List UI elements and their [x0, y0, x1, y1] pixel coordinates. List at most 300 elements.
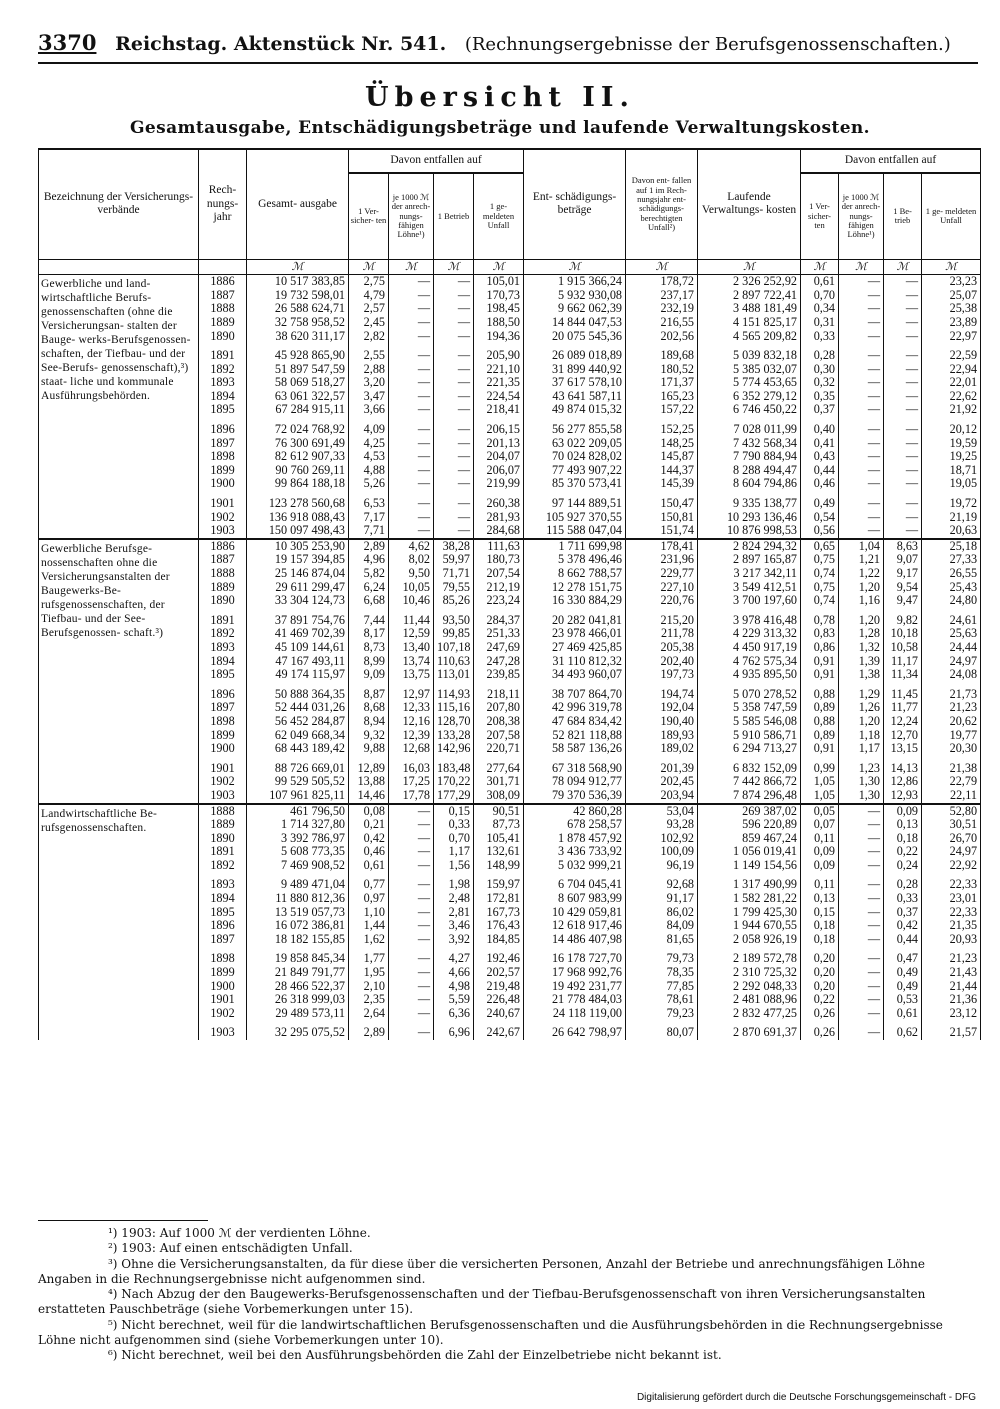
year-cell: 1896 — [199, 417, 247, 437]
value-cell: 14 486 407,98 — [524, 933, 626, 947]
value-cell: 1 878 457,92 — [524, 832, 626, 846]
value-cell: 150,47 — [626, 491, 698, 511]
value-cell: — — [839, 417, 884, 437]
value-cell: 0,62 — [884, 1020, 922, 1040]
value-cell: 251,33 — [474, 627, 524, 641]
value-cell: 25,18 — [922, 539, 981, 554]
value-cell: 33 304 124,73 — [247, 594, 349, 608]
unit-cell: ℳ — [626, 259, 698, 275]
value-cell: 25,38 — [922, 302, 981, 316]
col-verwaltung: Laufende Verwaltungs- kosten — [698, 149, 801, 259]
value-cell: 9,88 — [349, 742, 389, 756]
value-cell: — — [884, 491, 922, 511]
value-cell: 2,75 — [349, 275, 389, 289]
value-cell: — — [839, 859, 884, 873]
value-cell: 176,43 — [474, 919, 524, 933]
value-cell: — — [434, 437, 474, 451]
year-cell: 1888 — [199, 302, 247, 316]
value-cell: 20 282 041,81 — [524, 608, 626, 628]
value-cell: — — [884, 330, 922, 344]
value-cell: 301,71 — [474, 775, 524, 789]
value-cell: 88 726 669,01 — [247, 756, 349, 776]
value-cell: 0,18 — [884, 832, 922, 846]
value-cell: 0,44 — [801, 464, 839, 478]
value-cell: 4,66 — [434, 966, 474, 980]
value-cell: 115 588 047,04 — [524, 524, 626, 539]
value-cell: 93,28 — [626, 818, 698, 832]
value-cell: 19,05 — [922, 477, 981, 491]
value-cell: — — [839, 1007, 884, 1021]
col-davon-2: Davon entfallen auf — [801, 149, 981, 173]
value-cell: 1,04 — [839, 539, 884, 554]
value-cell: 1,56 — [434, 859, 474, 873]
value-cell: — — [389, 417, 434, 437]
value-cell: — — [389, 832, 434, 846]
value-cell: 2,55 — [349, 343, 389, 363]
value-cell: — — [839, 919, 884, 933]
unit-row — [39, 259, 981, 275]
value-cell: 202,57 — [474, 966, 524, 980]
value-cell: 105 927 370,55 — [524, 511, 626, 525]
value-cell: 0,70 — [801, 289, 839, 303]
value-cell: 107,18 — [434, 641, 474, 655]
value-cell: 79,23 — [626, 1007, 698, 1021]
value-cell: 247,69 — [474, 641, 524, 655]
value-cell: 0,97 — [349, 892, 389, 906]
value-cell: 1,32 — [839, 641, 884, 655]
value-cell: 229,77 — [626, 567, 698, 581]
value-cell: — — [839, 316, 884, 330]
footnote-4: ⁴) Nach Abzug der den Baugewerks-Berufsgenossenschaften und der Tiefbau-Berufsgenossenschaft von ihren Versicherungsanstalten erstatteten Pauschbeträge (siehe Vorbemerkungen unter 15). — [38, 1287, 926, 1317]
value-cell: 96,19 — [626, 859, 698, 873]
value-cell: — — [389, 511, 434, 525]
value-cell: 26,70 — [922, 832, 981, 846]
value-cell: 102,92 — [626, 832, 698, 846]
value-cell: 9,32 — [349, 729, 389, 743]
value-cell: 2 897 165,87 — [698, 553, 801, 567]
col-per-unfall-2: 1 ge- meldeten Unfall — [922, 173, 981, 259]
value-cell: 12,86 — [884, 775, 922, 789]
value-cell: 16 330 884,29 — [524, 594, 626, 608]
value-cell: 145,39 — [626, 477, 698, 491]
value-cell: 86,02 — [626, 906, 698, 920]
value-cell: 23,23 — [922, 275, 981, 289]
value-cell: 0,33 — [801, 330, 839, 344]
value-cell: — — [884, 511, 922, 525]
year-cell: 1893 — [199, 376, 247, 390]
value-cell: 0,88 — [801, 682, 839, 702]
value-cell: 6 746 450,22 — [698, 403, 801, 417]
value-cell: — — [839, 437, 884, 451]
value-cell: 180,73 — [474, 553, 524, 567]
value-cell: 11,44 — [389, 608, 434, 628]
value-cell: — — [389, 363, 434, 377]
value-cell: 0,74 — [801, 567, 839, 581]
value-cell: 1 582 281,22 — [698, 892, 801, 906]
value-cell: — — [839, 376, 884, 390]
value-cell: 178,72 — [626, 275, 698, 289]
value-cell: 4 935 895,50 — [698, 668, 801, 682]
value-cell: 6 704 045,41 — [524, 872, 626, 892]
value-cell: 20,30 — [922, 742, 981, 756]
value-cell: 1 799 425,30 — [698, 906, 801, 920]
value-cell: 21,19 — [922, 511, 981, 525]
value-cell: — — [884, 390, 922, 404]
value-cell: 167,73 — [474, 906, 524, 920]
value-cell: — — [839, 390, 884, 404]
value-cell: 58 069 518,27 — [247, 376, 349, 390]
value-cell: 7,71 — [349, 524, 389, 539]
value-cell: 171,37 — [626, 376, 698, 390]
value-cell: 99 864 188,18 — [247, 477, 349, 491]
value-cell: 20 075 545,36 — [524, 330, 626, 344]
value-cell: 5 385 032,07 — [698, 363, 801, 377]
value-cell: 2,45 — [349, 316, 389, 330]
year-cell: 1888 — [199, 567, 247, 581]
value-cell: 16 072 386,81 — [247, 919, 349, 933]
value-cell: — — [389, 804, 434, 819]
value-cell: 26,55 — [922, 567, 981, 581]
value-cell: 12,24 — [884, 715, 922, 729]
value-cell: 0,05 — [801, 804, 839, 819]
table-body — [39, 275, 981, 1040]
value-cell: 70 024 828,02 — [524, 450, 626, 464]
value-cell: 0,33 — [434, 818, 474, 832]
value-cell: 2,88 — [349, 363, 389, 377]
year-cell: 1888 — [199, 804, 247, 819]
value-cell: — — [389, 872, 434, 892]
value-cell: — — [839, 491, 884, 511]
value-cell: 90 760 269,11 — [247, 464, 349, 478]
value-cell: 0,34 — [801, 302, 839, 316]
value-cell: 183,48 — [434, 756, 474, 776]
value-cell: 37 891 754,76 — [247, 608, 349, 628]
value-cell: 203,94 — [626, 789, 698, 804]
value-cell: 22,59 — [922, 343, 981, 363]
value-cell: — — [839, 946, 884, 966]
footnote-3: ³) Ohne die Versicherungsanstalten, da für diese über die versicherten Personen, Anzahl der Betriebe und anrechnungsfähigen Löhne Angaben in die Rechnungsergebnisse nicht aufgenommen sind. — [38, 1256, 925, 1286]
value-cell: 0,49 — [884, 980, 922, 994]
year-cell: 1897 — [199, 437, 247, 451]
value-cell: 1 944 670,55 — [698, 919, 801, 933]
value-cell: — — [839, 872, 884, 892]
value-cell: 0,15 — [434, 804, 474, 819]
year-cell: 1894 — [199, 892, 247, 906]
value-cell: — — [434, 316, 474, 330]
value-cell: 12,59 — [389, 627, 434, 641]
value-cell: 21,43 — [922, 966, 981, 980]
value-cell: 4,25 — [349, 437, 389, 451]
value-cell: — — [389, 919, 434, 933]
value-cell: — — [839, 804, 884, 819]
value-cell: 23,01 — [922, 892, 981, 906]
value-cell: 25,43 — [922, 581, 981, 595]
value-cell: 49 874 015,32 — [524, 403, 626, 417]
value-cell: 19 492 231,77 — [524, 980, 626, 994]
year-cell: 1902 — [199, 1007, 247, 1021]
value-cell: 1,44 — [349, 919, 389, 933]
value-cell: 0,44 — [884, 933, 922, 947]
value-cell: 157,22 — [626, 403, 698, 417]
value-cell: 62 049 668,34 — [247, 729, 349, 743]
value-cell: 4 151 825,17 — [698, 316, 801, 330]
value-cell: 29 489 573,11 — [247, 1007, 349, 1021]
value-cell: 142,96 — [434, 742, 474, 756]
year-cell: 1891 — [199, 845, 247, 859]
value-cell: 6 832 152,09 — [698, 756, 801, 776]
value-cell: 24,97 — [922, 845, 981, 859]
value-cell: 1,10 — [349, 906, 389, 920]
value-cell: 4,27 — [434, 946, 474, 966]
value-cell: 2 832 477,25 — [698, 1007, 801, 1021]
col-gesamtausgabe: Gesamt- ausgabe — [247, 149, 349, 259]
table-row — [39, 804, 981, 819]
value-cell: — — [884, 376, 922, 390]
value-cell: 1,62 — [349, 933, 389, 947]
value-cell: — — [389, 289, 434, 303]
unit-cell: ℳ — [247, 259, 349, 275]
value-cell: — — [389, 316, 434, 330]
year-cell: 1895 — [199, 668, 247, 682]
value-cell: 4,96 — [349, 553, 389, 567]
value-cell: — — [884, 302, 922, 316]
value-cell: 0,75 — [801, 553, 839, 567]
value-cell: 9,07 — [884, 553, 922, 567]
value-cell: 0,83 — [801, 627, 839, 641]
value-cell: — — [839, 275, 884, 289]
value-cell: — — [839, 524, 884, 539]
value-cell: 47 684 834,42 — [524, 715, 626, 729]
value-cell: 215,20 — [626, 608, 698, 628]
value-cell: 78,61 — [626, 993, 698, 1007]
value-cell: 23,12 — [922, 1007, 981, 1021]
value-cell: 7 469 908,52 — [247, 859, 349, 873]
value-cell: 19,77 — [922, 729, 981, 743]
value-cell: 37 617 578,10 — [524, 376, 626, 390]
value-cell: 13,40 — [389, 641, 434, 655]
group-label: Landwirtschaftliche Be- rufsgenossenschaften. — [39, 804, 199, 1041]
value-cell: 32 758 958,52 — [247, 316, 349, 330]
value-cell: 17,78 — [389, 789, 434, 804]
value-cell: — — [884, 316, 922, 330]
value-cell: 85 370 573,41 — [524, 477, 626, 491]
year-cell: 1897 — [199, 701, 247, 715]
value-cell: 49 174 115,97 — [247, 668, 349, 682]
footnote-2: ²) 1903: Auf einen entschädigten Unfall. — [108, 1241, 353, 1256]
value-cell: 32 295 075,52 — [247, 1020, 349, 1040]
value-cell: — — [434, 450, 474, 464]
value-cell: 1,23 — [839, 756, 884, 776]
value-cell: — — [434, 376, 474, 390]
value-cell: 52 821 118,88 — [524, 729, 626, 743]
value-cell: 31 110 812,32 — [524, 655, 626, 669]
value-cell: 0,11 — [801, 872, 839, 892]
value-cell: 99 529 505,52 — [247, 775, 349, 789]
unit-cell — [39, 259, 199, 275]
value-cell: 152,25 — [626, 417, 698, 437]
value-cell: — — [839, 330, 884, 344]
value-cell: 194,36 — [474, 330, 524, 344]
value-cell: — — [389, 302, 434, 316]
value-cell: 12 278 151,75 — [524, 581, 626, 595]
value-cell: 87,73 — [474, 818, 524, 832]
value-cell: 51 897 547,59 — [247, 363, 349, 377]
value-cell: 3,47 — [349, 390, 389, 404]
value-cell: 219,48 — [474, 980, 524, 994]
value-cell: 0,89 — [801, 729, 839, 743]
value-cell: 189,68 — [626, 343, 698, 363]
value-cell: 170,73 — [474, 289, 524, 303]
year-cell: 1886 — [199, 539, 247, 554]
value-cell: 24,61 — [922, 608, 981, 628]
year-cell: 1900 — [199, 980, 247, 994]
value-cell: 221,10 — [474, 363, 524, 377]
value-cell: — — [389, 859, 434, 873]
value-cell: 0,99 — [801, 756, 839, 776]
value-cell: 260,38 — [474, 491, 524, 511]
value-cell: — — [434, 464, 474, 478]
value-cell: 7,17 — [349, 511, 389, 525]
value-cell: 3 488 181,49 — [698, 302, 801, 316]
value-cell: 10,58 — [884, 641, 922, 655]
value-cell: 1,30 — [839, 775, 884, 789]
value-cell: 2 326 252,92 — [698, 275, 801, 289]
value-cell: 132,61 — [474, 845, 524, 859]
value-cell: 8 607 983,99 — [524, 892, 626, 906]
value-cell: 13,75 — [389, 668, 434, 682]
value-cell: — — [389, 524, 434, 539]
value-cell: 1,20 — [839, 581, 884, 595]
value-cell: 76 300 691,49 — [247, 437, 349, 451]
value-cell: 0,46 — [801, 477, 839, 491]
data-table — [38, 148, 981, 1040]
value-cell: 97 144 889,51 — [524, 491, 626, 511]
value-cell: 27,33 — [922, 553, 981, 567]
value-cell: 52,80 — [922, 804, 981, 819]
value-cell: 220,76 — [626, 594, 698, 608]
value-cell: 0,91 — [801, 668, 839, 682]
value-cell: 3,92 — [434, 933, 474, 947]
value-cell: 6,68 — [349, 594, 389, 608]
year-cell: 1901 — [199, 993, 247, 1007]
value-cell: 3,20 — [349, 376, 389, 390]
value-cell: 1,29 — [839, 682, 884, 702]
unit-cell: ℳ — [434, 259, 474, 275]
value-cell: 2,89 — [349, 539, 389, 554]
value-cell: 136 918 088,43 — [247, 511, 349, 525]
value-cell: 9,47 — [884, 594, 922, 608]
value-cell: 1,30 — [839, 789, 884, 804]
value-cell: 3,66 — [349, 403, 389, 417]
year-cell: 1894 — [199, 655, 247, 669]
value-cell: — — [839, 464, 884, 478]
value-cell: — — [839, 966, 884, 980]
year-cell: 1894 — [199, 390, 247, 404]
value-cell: 10 305 253,90 — [247, 539, 349, 554]
dfg-credit: Digitalisierung gefördert durch die Deutsche Forschungsgemeinschaft - DFG — [636, 1392, 976, 1403]
value-cell: 14 844 047,53 — [524, 316, 626, 330]
value-cell: 284,68 — [474, 524, 524, 539]
value-cell: 5 378 496,46 — [524, 553, 626, 567]
year-cell: 1889 — [199, 316, 247, 330]
value-cell: 0,42 — [884, 919, 922, 933]
value-cell: 8,87 — [349, 682, 389, 702]
value-cell: 859 467,24 — [698, 832, 801, 846]
value-cell: 150,81 — [626, 511, 698, 525]
value-cell: 202,45 — [626, 775, 698, 789]
year-cell: 1903 — [199, 524, 247, 539]
value-cell: 0,56 — [801, 524, 839, 539]
value-cell: 0,11 — [801, 832, 839, 846]
col-davon-1: Davon entfallen auf — [349, 149, 524, 173]
value-cell: 0,46 — [349, 845, 389, 859]
value-cell: 8,99 — [349, 655, 389, 669]
col-jahr: Rech- nungs- jahr — [199, 149, 247, 259]
value-cell: — — [389, 892, 434, 906]
value-cell: 5 358 747,59 — [698, 701, 801, 715]
page-title: Übersicht II. — [365, 82, 635, 113]
value-cell: — — [389, 966, 434, 980]
value-cell: — — [389, 477, 434, 491]
year-cell: 1893 — [199, 641, 247, 655]
value-cell: 22,01 — [922, 376, 981, 390]
value-cell: 41 469 702,39 — [247, 627, 349, 641]
value-cell: 2 292 048,33 — [698, 980, 801, 994]
value-cell: — — [389, 330, 434, 344]
value-cell: 240,67 — [474, 1007, 524, 1021]
value-cell: 19,72 — [922, 491, 981, 511]
value-cell: 0,61 — [884, 1007, 922, 1021]
value-cell: 79 370 536,39 — [524, 789, 626, 804]
value-cell: 10,46 — [389, 594, 434, 608]
value-cell: 0,26 — [801, 1020, 839, 1040]
value-cell: 21,92 — [922, 403, 981, 417]
value-cell: 12,89 — [349, 756, 389, 776]
value-cell: 123 278 560,68 — [247, 491, 349, 511]
value-cell: 24,44 — [922, 641, 981, 655]
value-cell: 0,61 — [801, 275, 839, 289]
value-cell: 0,74 — [801, 594, 839, 608]
year-cell: 1901 — [199, 756, 247, 776]
value-cell: 232,19 — [626, 302, 698, 316]
value-cell: 19 157 394,85 — [247, 553, 349, 567]
page-number: 3370 — [38, 30, 97, 55]
value-cell: 20,63 — [922, 524, 981, 539]
value-cell: 188,50 — [474, 316, 524, 330]
value-cell: 7 790 884,94 — [698, 450, 801, 464]
value-cell: 0,28 — [801, 343, 839, 363]
value-cell: 3,46 — [434, 919, 474, 933]
value-cell: 23 978 466,01 — [524, 627, 626, 641]
value-cell: 1,18 — [839, 729, 884, 743]
group-label: Gewerbliche und land- wirtschaftliche Berufs- genossenschaften (ohne die Versicherungsan- stalten der Bauge- werks-Berufsgenossen- schaften, der Tiefbau- und der See-Berufs- genossenschaft),³) staat- liche und kommunale Ausführungsbehörden. — [39, 275, 199, 539]
value-cell: 4,79 — [349, 289, 389, 303]
value-cell: 4,53 — [349, 450, 389, 464]
value-cell: 21,23 — [922, 701, 981, 715]
value-cell: 207,54 — [474, 567, 524, 581]
value-cell: 79,55 — [434, 581, 474, 595]
value-cell: 224,54 — [474, 390, 524, 404]
unit-cell: ℳ — [474, 259, 524, 275]
value-cell: 58 587 136,26 — [524, 742, 626, 756]
value-cell: — — [884, 450, 922, 464]
year-cell: 1892 — [199, 859, 247, 873]
value-cell: — — [389, 1007, 434, 1021]
year-cell: 1896 — [199, 682, 247, 702]
value-cell: 242,67 — [474, 1020, 524, 1040]
value-cell: 13 519 057,73 — [247, 906, 349, 920]
value-cell: 85,26 — [434, 594, 474, 608]
